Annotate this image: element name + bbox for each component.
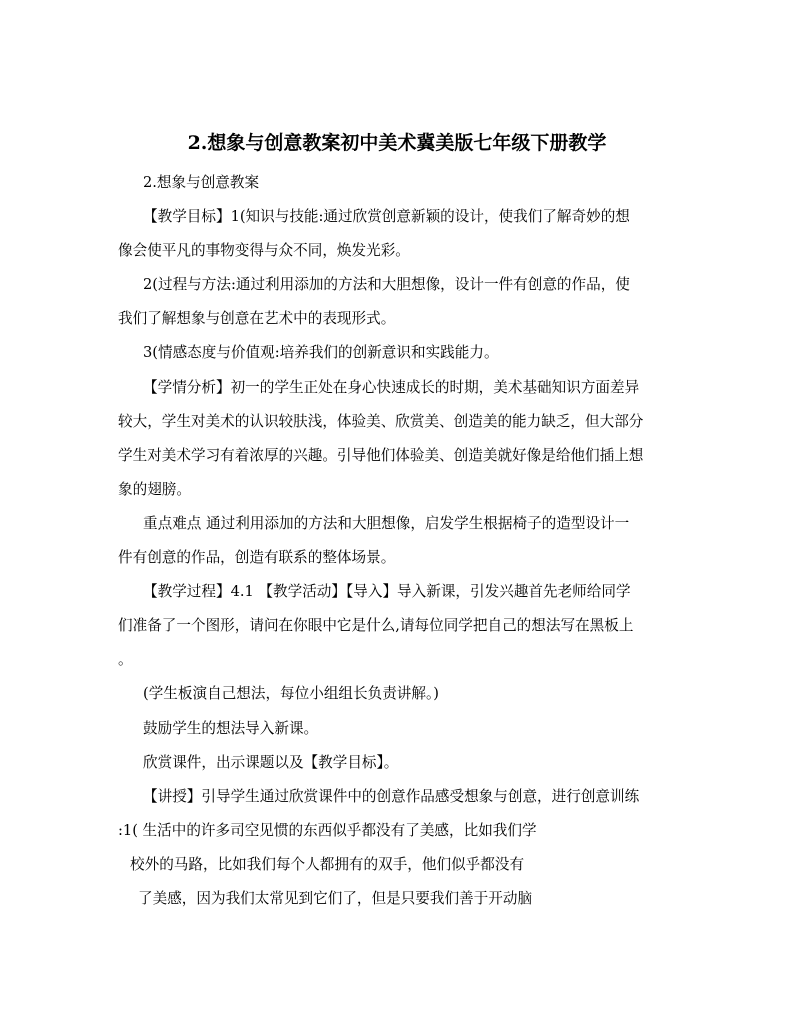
paragraph-line: 2.想象与创意教案: [143, 174, 260, 191]
paragraph-line: 【讲授】引导学生通过欣赏课件中的创意作品感受想象与创意，进行创意训练: [143, 787, 640, 805]
paragraph-line: 。: [118, 651, 133, 669]
paragraph-line: 象的翅膀。: [118, 480, 191, 498]
paragraph-line: 学生对美术学习有着浓厚的兴趣。引导他们体验美、创造美就好像是给他们插上想: [118, 446, 644, 464]
paragraph-line: 【教学目标】1(知识与技能:通过欣赏创意新颖的设计，使我们了解奇妙的想: [143, 208, 630, 226]
document-body: [118, 166, 688, 916]
paragraph-line: 【学情分析】初一的学生正处在身心快速成长的时期，美术基础知识方面差异: [143, 378, 640, 396]
paragraph-line: 鼓励学生的想法导入新课。: [143, 719, 319, 737]
paragraph-line: 3(情感态度与价值观:培养我们的创新意识和实践能力。: [143, 344, 499, 362]
paragraph-line: 们准备了一个图形，请问在你眼中它是什么,请每位同学把自己的想法写在黑板上: [118, 617, 634, 635]
paragraph-line: :1( 生活中的许多司空见惯的东西似乎都没有了美感，比如我们学: [118, 821, 537, 839]
paragraph-line: 2(过程与方法:通过利用添加的方法和大胆想像，设计一件有创意的作品，使: [143, 276, 630, 294]
document-title: 2.想象与创意教案初中美术冀美版七年级下册教学: [187, 131, 607, 154]
paragraph-line: 【教学过程】4.1 【教学活动】【导入】导入新课，引发兴趣首先老师给同学: [143, 583, 631, 601]
paragraph-line: (学生板演自己想法，每位小组组长负责讲解。): [143, 685, 439, 703]
paragraph-line: 较大，学生对美术的认识较肤浅，体验美、欣赏美、创造美的能力缺乏，但大部分: [118, 412, 644, 430]
paragraph-line: 件有创意的作品，创造有联系的整体场景。: [118, 549, 396, 567]
paragraph-line: 我们了解想象与创意在艺术中的表现形式。: [118, 310, 396, 328]
paragraph-line: 校外的马路，比如我们每个人都拥有的双手，他们似乎都没有: [130, 855, 525, 873]
paragraph-line: 重点难点 通过利用添加的方法和大胆想像，启发学生根据椅子的造型设计一: [143, 514, 630, 532]
paragraph-line: 像会使平凡的事物变得与众不同，焕发光彩。: [118, 242, 410, 260]
paragraph-line: 了美感，因为我们太常见到它们了，但是只要我们善于开动脑: [138, 889, 533, 907]
paragraph-line: 欣赏课件，出示课题以及【教学目标】。: [143, 753, 399, 771]
